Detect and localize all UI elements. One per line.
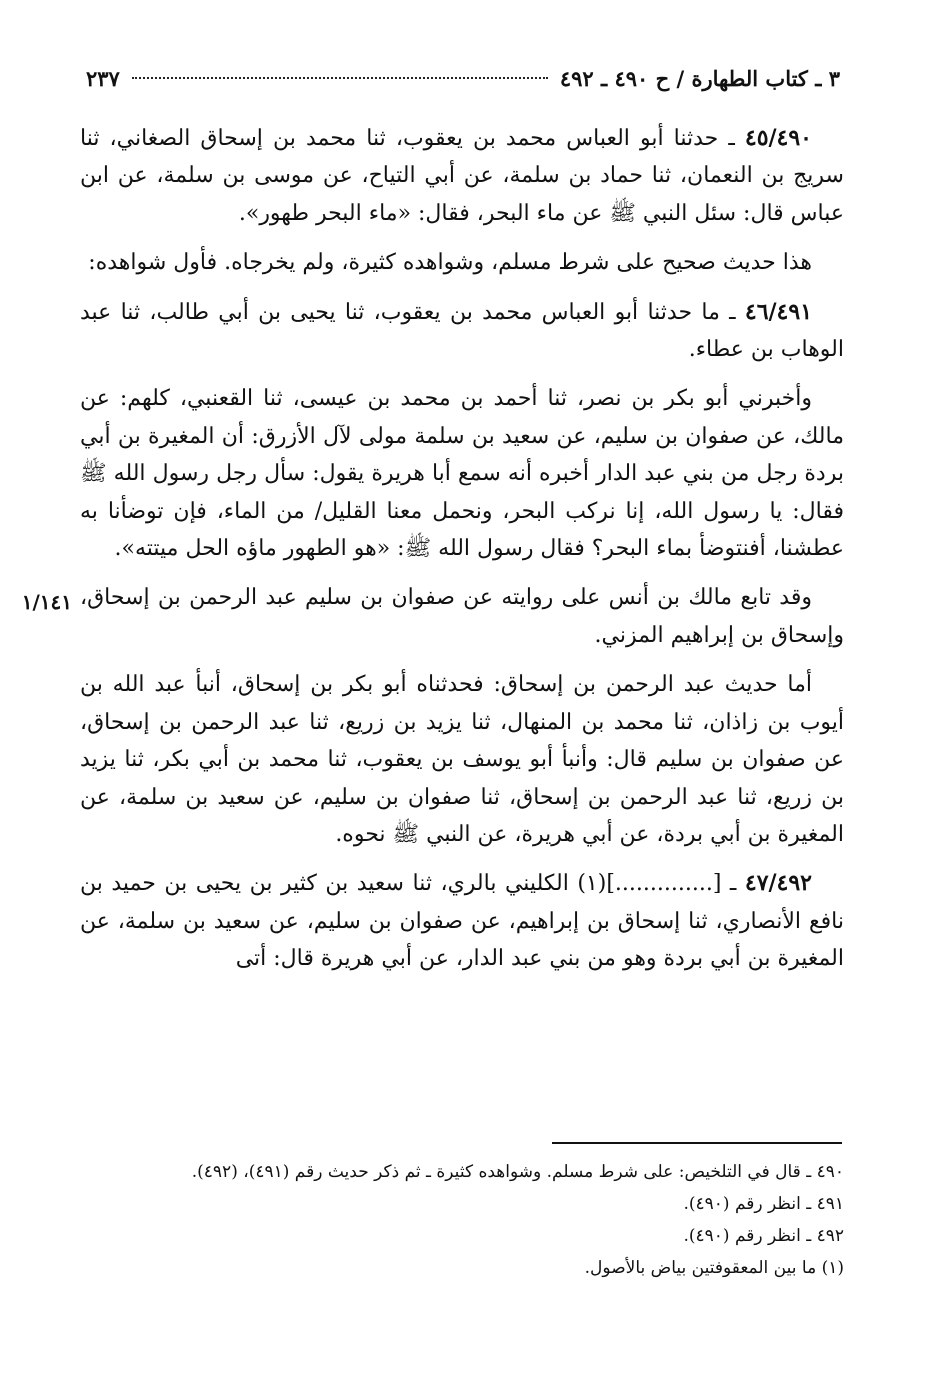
- main-text: [80, 120, 844, 990]
- paragraph-text: ـ حدثنا أبو العباس محمد بن يعقوب، ثنا محمد بن إسحاق الصغاني، ثنا سريج بن النعمان، ثنا حماد بن سلمة، عن أبي التياح، عن موسى بن سلمة، عن ابن عباس قال: سئل النبي ﷺ عن ماء البحر، فقال: «ماء البحر طهور».: [80, 126, 844, 226]
- footnote-item: ٤٩١ ـ انظر رقم (٤٩٠).: [683, 1194, 844, 1214]
- paragraph-text: ـ [..............](١) الكليني بالري، ثنا سعيد بن كثير بن يحيى بن حميد بن نافع الأنصاري، ثنا إسحاق بن إبراهيم، عن صفوان بن سليم، عن سعيد بن سلمة، عن المغيرة بن أبي بردة وهو من بني عبد الدار، عن أبي هريرة قال: أتى: [80, 871, 844, 972]
- paragraph-chain: [80, 380, 844, 567]
- header-dot-leader: [132, 77, 548, 79]
- paragraph-text: أما حديث عبد الرحمن بن إسحاق: فحدثناه أبو بكر بن إسحاق، أنبأ عبد الله بن أيوب بن زاذان، ثنا محمد بن المنهال، ثنا يزيد بن زريع، ثنا عبد الرحمن بن إسحاق، عن صفوان بن سليم قال: وأنبأ أبو يوسف بن يعقوب، ثنا محمد بن أبي بكر، ثنا يزيد بن زريع، ثنا عبد الرحمن بن إسحاق، ثنا صفوان بن سليم، عن سعيد بن سلمة، عن المغيرة بن أبي بردة، عن أبي هريرة، عن النبي ﷺ نحوه.: [80, 672, 845, 847]
- paragraph-hadith-491: [80, 294, 844, 369]
- paragraph-text: وأخبرني أبو بكر بن نصر، ثنا أحمد بن محمد بن عيسى، ثنا القعنبي، كلهم: عن مالك، عن صفوان بن سليم، عن سعيد بن سلمة مولى لآل الأزرق: أن المغيرة بن أبي بردة رجل من بني عبد الدار أخبره أنه سمع أبا هريرة يقول: سأل رجل رسول الله ﷺ فقال: يا رسول الله، إنا نركب البحر، ونحمل معنا القليل/ من الماء، فإن توضأنا به عطشنا، أفنتوضأ بماء البحر؟ فقال رسول الله ﷺ: «هو الطهور ماؤه الحل ميتته».: [80, 386, 844, 562]
- paragraph-corroboration: [80, 579, 844, 654]
- footnotes: [86, 1156, 844, 1284]
- paragraph-hadith-490: [80, 120, 844, 232]
- paragraph-text: ـ ما حدثنا أبو العباس محمد بن يعقوب، ثنا يحيى بن أبي طالب، ثنا عبد الوهاب بن عطاء.: [80, 299, 844, 363]
- paragraph-hadith-492: [80, 865, 844, 977]
- footnote-item: ٤٩٠ ـ قال في التلخيص: على شرط مسلم. وشواهده كثيرة ـ ثم ذكر حديث رقم (٤٩١)، (٤٩٢).: [191, 1162, 844, 1182]
- page-header: [86, 60, 840, 96]
- manuscript-folio-note: ١/١٤١: [21, 590, 72, 614]
- paragraph-text: هذا حديث صحيح على شرط مسلم، وشواهده كثيرة، ولم يخرجاه. فأول شواهده:: [88, 250, 812, 276]
- paragraph-chain-2: [80, 666, 844, 853]
- hadith-number: ٤٥/٤٩٠: [744, 125, 812, 151]
- hadith-number: ٤٧/٤٩٢: [744, 870, 812, 897]
- footnote-divider: [552, 1142, 842, 1144]
- running-title: ٣ ـ كتاب الطهارة / ح ٤٩٠ ـ ٤٩٢: [559, 65, 840, 91]
- footnote-item: (١) ما بين المعقوفتين بياض بالأصول.: [584, 1258, 844, 1278]
- paragraph-commentary: [80, 244, 844, 281]
- hadith-number: ٤٦/٤٩١: [744, 298, 813, 325]
- paragraph-text: وقد تابع مالك بن أنس على روايته عن صفوان بن سليم عبد الرحمن بن إسحاق، وإسحاق بن إبراهيم المزني.: [80, 585, 844, 648]
- page-number: ٢٣٧: [86, 65, 120, 91]
- footnote-item: ٤٩٢ ـ انظر رقم (٤٩٠).: [683, 1226, 844, 1246]
